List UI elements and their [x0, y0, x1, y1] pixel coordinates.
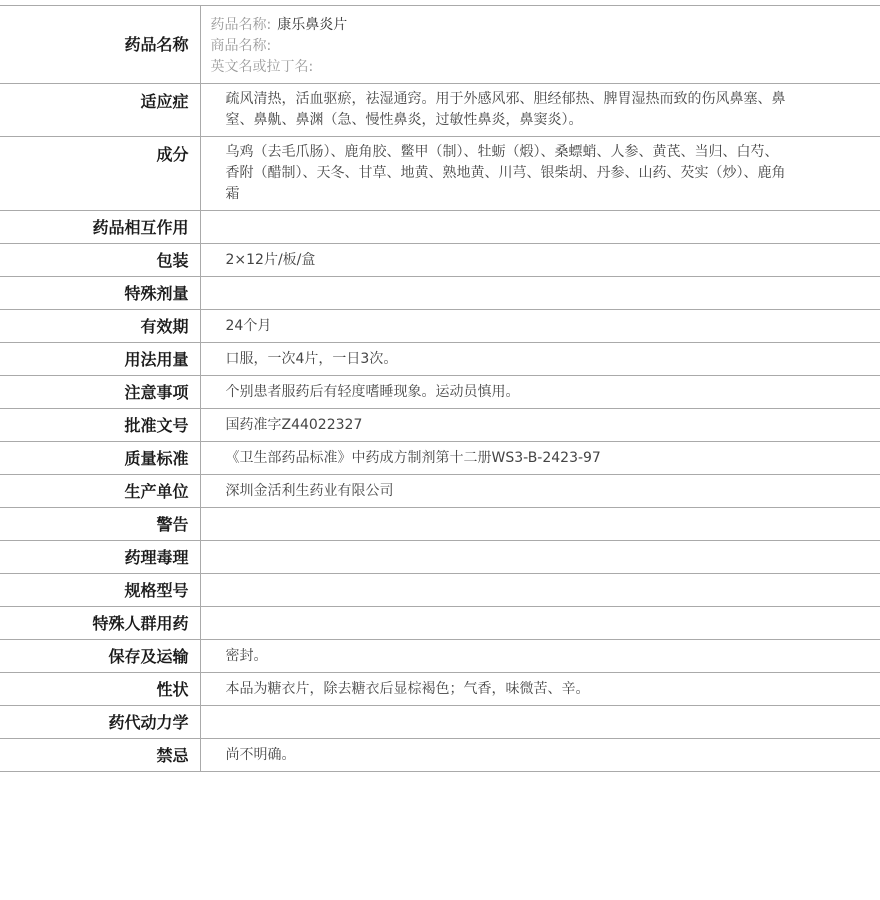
row-value-ingredients: 乌鸡（去毛爪肠）、鹿角胶、鳖甲（制）、牡蛎（煅）、桑螵蛸、人参、黄芪、当归、白芍、香附（醋制）、天冬、甘草、地黄、熟地黄、川芎、银柴胡、丹参、山药、芡实（炒）、鹿角霜 — [200, 137, 880, 211]
row-value-interactions — [200, 211, 880, 244]
row-label-contraindications: 禁忌 — [0, 739, 200, 772]
row-label-package: 包装 — [0, 244, 200, 277]
drug-name-cell — [200, 6, 880, 84]
table-row-quality-standard — [0, 442, 880, 475]
table-row-special-dosage — [0, 277, 880, 310]
row-value-warning — [200, 508, 880, 541]
table-row-specification — [0, 574, 880, 607]
row-value-pharmacokinetics — [200, 706, 880, 739]
generic-name-key: 药品名称: — [210, 17, 272, 33]
row-value-appearance: 本品为糖衣片，除去糖衣后显棕褐色；气香，味微苦、辛。 — [200, 673, 880, 706]
row-value-special-populations — [200, 607, 880, 640]
table-row-precautions — [0, 376, 880, 409]
table-row-indications — [0, 84, 880, 137]
row-label-appearance: 性状 — [0, 673, 200, 706]
row-value-indications: 疏风清热，活血驱瘀，祛湿通窍。用于外感风邪、胆经郁热、脾胃湿热而致的伤风鼻塞、鼻窒、鼻鼽、鼻渊（急、慢性鼻炎，过敏性鼻炎，鼻窦炎）。 — [200, 84, 880, 137]
row-label-pharmacology: 药理毒理 — [0, 541, 200, 574]
generic-name-value: 康乐鼻炎片 — [277, 17, 348, 33]
trade-name-key: 商品名称: — [210, 38, 272, 54]
row-value-storage: 密封。 — [200, 640, 880, 673]
row-value-approval-number: 国药准字Z44022327 — [200, 409, 880, 442]
row-value-pharmacology — [200, 541, 880, 574]
table-row-manufacturer — [0, 475, 880, 508]
row-label-special-populations: 特殊人群用药 — [0, 607, 200, 640]
row-label-storage: 保存及运输 — [0, 640, 200, 673]
row-value-special-dosage — [200, 277, 880, 310]
table-row-interactions — [0, 211, 880, 244]
row-value-manufacturer: 深圳金活利生药业有限公司 — [200, 475, 880, 508]
row-label-ingredients: 成分 — [0, 137, 200, 211]
table-row-appearance — [0, 673, 880, 706]
table-row-pharmacokinetics — [0, 706, 880, 739]
table-row-usage — [0, 343, 880, 376]
table-row-package — [0, 244, 880, 277]
row-value-contraindications: 尚不明确。 — [200, 739, 880, 772]
row-label-shelf-life: 有效期 — [0, 310, 200, 343]
row-label-special-dosage: 特殊剂量 — [0, 277, 200, 310]
row-label-pharmacokinetics: 药代动力学 — [0, 706, 200, 739]
row-value-usage: 口服，一次4片，一日3次。 — [200, 343, 880, 376]
row-value-shelf-life: 24个月 — [200, 310, 880, 343]
table-row-special-populations — [0, 607, 880, 640]
table-row-ingredients — [0, 137, 880, 211]
row-value-quality-standard: 《卫生部药品标准》中药成方制剂第十二册WS3-B-2423-97 — [200, 442, 880, 475]
row-value-specification — [200, 574, 880, 607]
row-label-manufacturer: 生产单位 — [0, 475, 200, 508]
english-name-line — [211, 57, 791, 78]
row-label-specification: 规格型号 — [0, 574, 200, 607]
trade-name-line — [211, 36, 791, 57]
row-label-quality-standard: 质量标准 — [0, 442, 200, 475]
drug-info-table — [0, 5, 880, 772]
table-row-storage — [0, 640, 880, 673]
row-label-precautions: 注意事项 — [0, 376, 200, 409]
table-row-shelf-life — [0, 310, 880, 343]
row-label-usage: 用法用量 — [0, 343, 200, 376]
table-row-warning — [0, 508, 880, 541]
row-label-drug-name: 药品名称 — [0, 6, 200, 84]
row-label-approval-number: 批准文号 — [0, 409, 200, 442]
table-row-pharmacology — [0, 541, 880, 574]
table-row-contraindications — [0, 739, 880, 772]
row-label-indications: 适应症 — [0, 84, 200, 137]
table-row-approval-number — [0, 409, 880, 442]
table-row-drug-name — [0, 6, 880, 84]
english-name-key: 英文名或拉丁名: — [210, 59, 314, 75]
row-value-package: 2×12片/板/盒 — [200, 244, 880, 277]
generic-name-line — [211, 15, 791, 36]
row-label-warning: 警告 — [0, 508, 200, 541]
row-value-precautions: 个别患者服药后有轻度嗜睡现象。运动员慎用。 — [200, 376, 880, 409]
row-label-interactions: 药品相互作用 — [0, 211, 200, 244]
